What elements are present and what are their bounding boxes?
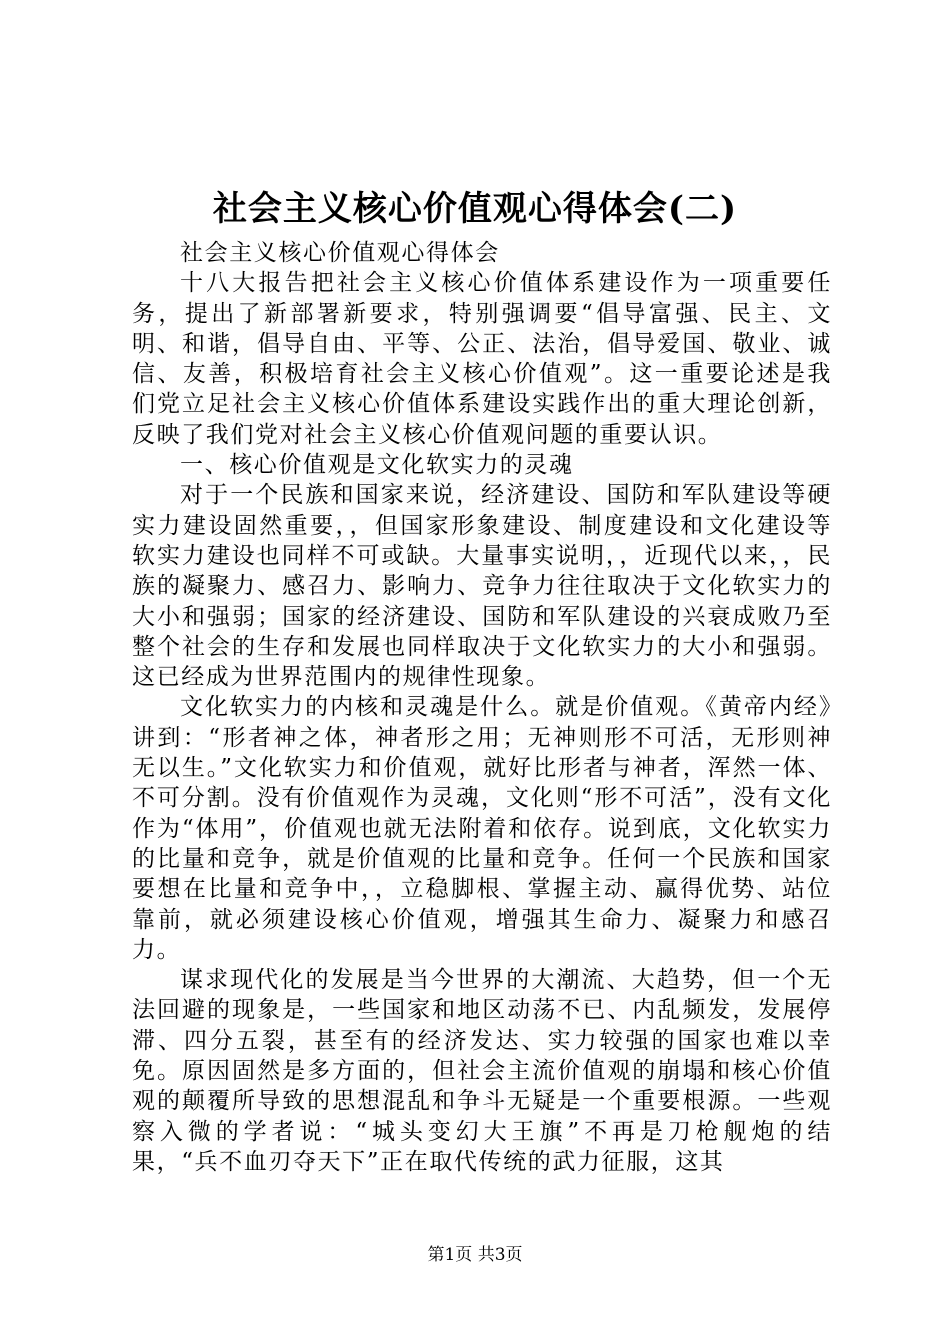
- page-number-footer: 第1页 共3页: [427, 1245, 523, 1265]
- body-paragraph: 十八大报告把社会主义核心价值体系建设作为一项重要任务，提出了新部署新要求，特别强调要“倡导富强、民主、文明、和谐，倡导自由、平等、公正、法治，倡导爱国、敬业、诚信、友善，积极培育社会主义核心价值观”。这一重要论述是我们党立足社会主义核心价值体系建设实践作出的重大理论创新，反映了我们党对社会主义核心价值观问题的重要认识。: [132, 270, 832, 448]
- subtitle-paragraph: 社会主义核心价值观心得体会: [180, 240, 500, 266]
- section-heading: 一、核心价值观是文化软实力的灵魂: [180, 452, 574, 479]
- body-paragraph: 文化软实力的内核和灵魂是什么。就是价值观。《黄帝内经》讲到：“形者神之体，神者形之用；无神则形不可活，无形则神无以生。”文化软实力和价值观，就好比形者与神者，浑然一体、不可分割。没有价值观作为灵魂，文化则“形不可活”，没有文化作为“体用”，价值观也就无法附着和依存。说到底，文化软实力的比量和竞争，就是价值观的比量和竞争。任何一个民族和国家要想在比量和竞争中，，立稳脚根、掌握主动、赢得优势、站位靠前，就必须建设核心价值观，增强其生命力、凝聚力和感召力。: [132, 694, 832, 963]
- body-paragraph: 对于一个民族和国家来说，经济建设、国防和军队建设等硬实力建设固然重要，，但国家形象建设、制度建设和文化建设等软实力建设也同样不可或缺。大量事实说明，，近现代以来，，民族的凝聚力、感召力、影响力、竞争力往往取决于文化软实力的大小和强弱；国家的经济建设、国防和军队建设的兴衰成败乃至整个社会的生存和发展也同样取决于文化软实力的大小和强弱。这已经成为世界范围内的规律性现象。: [132, 482, 832, 691]
- body-paragraph: 谋求现代化的发展是当今世界的大潮流、大趋势，但一个无法回避的现象是，一些国家和地区动荡不已、内乱频发，发展停滞、四分五裂，甚至有的经济发达、实力较强的国家也难以幸免。原因固然是多方面的，但社会主流价值观的崩塌和核心价值观的颠覆所导致的思想混乱和争斗无疑是一个重要根源。一些观察入微的学者说：“城头变幻大王旗”不再是刀枪舰炮的结果，“兵不血刃夺天下”正在取代传统的武力征服，这其: [132, 967, 832, 1175]
- document-title: 社会主义核心价值观心得体会(二): [212, 189, 738, 229]
- document-body: [132, 238, 832, 1177]
